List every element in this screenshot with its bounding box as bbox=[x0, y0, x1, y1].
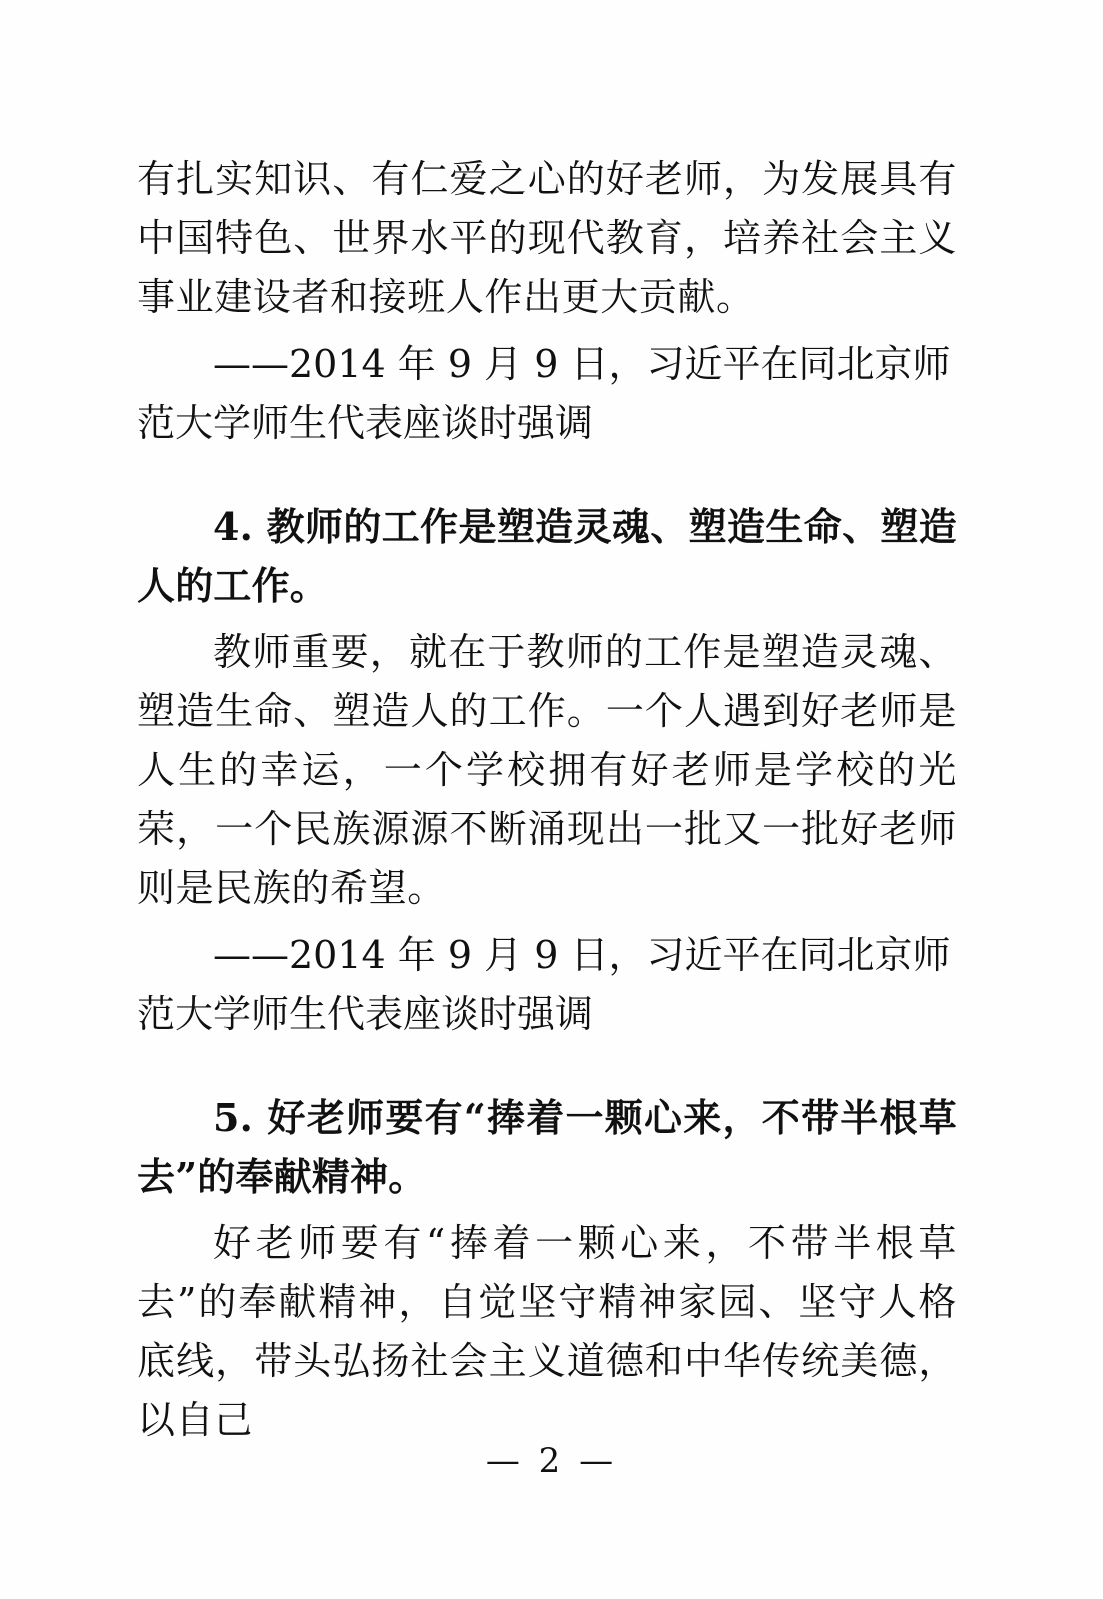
paragraph-section-4-body: 教师重要，就在于教师的工作是塑造灵魂、塑造生命、塑造人的工作。一个人遇到好老师是人生的幸运，一个学校拥有好老师是学校的光荣，一个民族源源不断涌现出一批又一批好老师则是民族的希望。 bbox=[137, 630, 957, 910]
spacer bbox=[137, 615, 957, 623]
spacer bbox=[137, 453, 957, 497]
spacer bbox=[137, 918, 957, 926]
spacer bbox=[137, 1206, 957, 1214]
spacer bbox=[137, 327, 957, 335]
page-number: — 2 — bbox=[485, 1441, 618, 1481]
paragraph-quote-continuation: 有扎实知识、有仁爱之心的好老师，为发展具有中国特色、世界水平的现代教育，培养社会主义事业建设者和接班人作出更大贡献。 bbox=[137, 157, 957, 319]
paragraph-section-5-body: 好老师要有“捧着一颗心来，不带半根草去”的奉献精神，自觉坚守精神家园、坚守人格底线，带头弘扬社会主义道德和中华传统美德，以自己 bbox=[137, 1221, 957, 1442]
spacer bbox=[137, 1044, 957, 1088]
paragraph-source-attribution-1: ——2014 年 9 月 9 日，习近平在同北京师范大学师生代表座谈时强调 bbox=[137, 342, 951, 445]
section-heading-5: 5. 好老师要有“捧着一颗心来，不带半根草去”的奉献精神。 bbox=[137, 1095, 957, 1199]
section-heading-4: 4. 教师的工作是塑造灵魂、塑造生命、塑造人的工作。 bbox=[137, 504, 957, 608]
paragraph-source-attribution-2: ——2014 年 9 月 9 日，习近平在同北京师范大学师生代表座谈时强调 bbox=[137, 933, 951, 1036]
document-body bbox=[137, 150, 957, 1450]
